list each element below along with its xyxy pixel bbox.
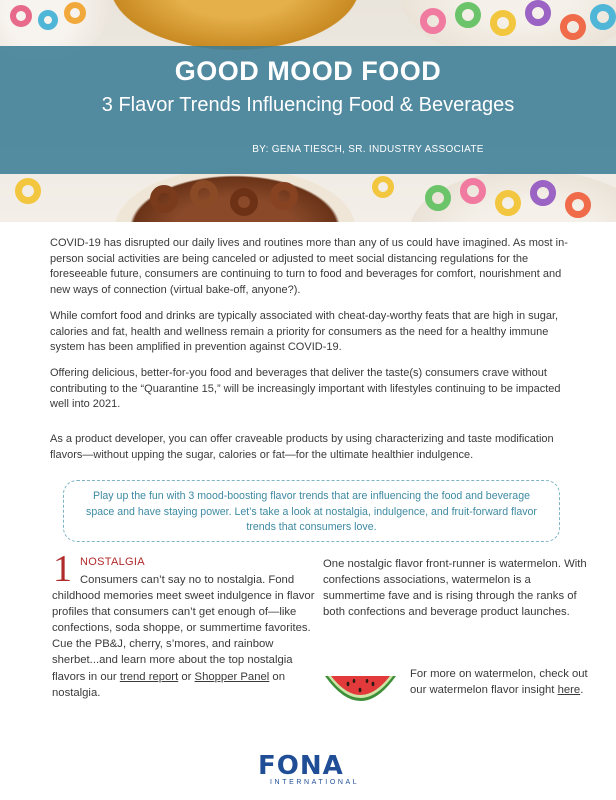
cereal-piece — [455, 2, 481, 28]
page-title: GOOD MOOD FOOD — [174, 56, 442, 86]
cereal-piece — [10, 5, 32, 27]
callout-box — [63, 480, 560, 542]
cereal-piece — [420, 8, 446, 34]
cereal-piece — [372, 176, 394, 198]
trend-report-link[interactable]: trend report — [119, 670, 179, 683]
cereal-piece — [15, 178, 41, 204]
cereal-piece — [64, 2, 86, 24]
logo-subtext: INTERNATIONAL — [270, 779, 360, 786]
cereal-piece — [270, 182, 298, 210]
nostalgia-text-b: on nostalgia. — [52, 670, 286, 699]
cereal-piece — [460, 178, 486, 204]
intro-paragraph-2: While comfort food and drinks are typically associated with cheat-day-worthy feats that are high in sugar, calories and fat, health and wellness remain a priority for consumers as the need for a healthy immune system has been amplified in prevention against COVID-19. — [50, 310, 559, 354]
cereal-piece — [495, 190, 521, 216]
section-number: 1 — [53, 548, 72, 590]
hero-image — [0, 0, 616, 222]
cereal-piece — [525, 0, 551, 26]
intro-paragraph-1: COVID-19 has disrupted our daily lives and routines more than any of us could have imagined. As most in-person social activities are being canceled or adjusted to meet social distancing regulations for the foreseeable future, consumers are continuing to turn to food and beverages for comfort, nourishment and new ways of connection (virtual bake-off, anyone?). — [50, 237, 568, 296]
more-info-text: For more on watermelon, check out our watermelon flavor insight — [410, 668, 588, 697]
cornflake-cereal-bowl — [110, 0, 360, 50]
intro-paragraph-4: As a product developer, you can offer craveable products by using characterizing and taste modification flavors—without upping the sugar, calories or fat—for the ultimate healthier indulgence. — [50, 433, 554, 461]
cereal-piece — [190, 180, 218, 208]
shopper-panel-link[interactable]: Shopper Panel — [194, 670, 270, 683]
nostalgia-column-1 — [52, 572, 317, 701]
cereal-piece — [150, 185, 178, 213]
cereal-piece — [490, 10, 516, 36]
title-banner — [0, 46, 616, 174]
more-info-end: . — [580, 684, 584, 697]
cereal-piece — [560, 14, 586, 40]
here-link[interactable]: here — [557, 684, 581, 697]
watermelon-more-info — [410, 666, 600, 698]
watermelon-paragraph: One nostalgic flavor front-runner is watermelon. With confections associations, watermelon is a summertime fave and is rising through the ranks of both confections and beverage product launches. — [323, 558, 587, 619]
nostalgia-text-or: or — [178, 670, 195, 683]
logo-wordmark: FONA — [258, 751, 344, 781]
author-byline: BY: GENA TIESCH, SR. INDUSTRY ASSOCIATE — [252, 144, 484, 155]
section-heading: NOSTALGIA — [80, 556, 145, 568]
cereal-piece — [230, 188, 258, 216]
cereal-piece — [425, 185, 451, 211]
cereal-piece — [530, 180, 556, 206]
nostalgia-text-a: Consumers can’t say no to nostalgia. Fond childhood memories meet sweet indulgence in flavor profiles that consumers can’t get enough of—like confections, soda shoppe, or summertime favorites. Cue the PB&J, cherry, s’mores, and rainbow sherbet...and learn more about the top nostalgia flavors in our — [52, 574, 315, 683]
callout-text: Play up the fun with 3 mood-boosting flavor trends that are influencing the food and beverage space and have staying power. Let’s take a look at nostalgia, indulgence, and fruit-forward flavor trends that consumers love. — [86, 490, 537, 533]
cereal-piece — [590, 4, 616, 30]
cereal-piece — [565, 192, 591, 218]
fona-logo — [258, 751, 360, 792]
cereal-piece — [38, 10, 58, 30]
page-subtitle: 3 Flavor Trends Influencing Food & Beverages — [101, 94, 515, 116]
intro-paragraph-3: Offering delicious, better-for-you food and beverages that deliver the taste(s) consumers crave without contributing to the “Quarantine 15,” will be increasingly important with lifestyles continuing to be impacted well into 2021. — [50, 367, 561, 411]
watermelon-slice-image — [323, 668, 398, 712]
